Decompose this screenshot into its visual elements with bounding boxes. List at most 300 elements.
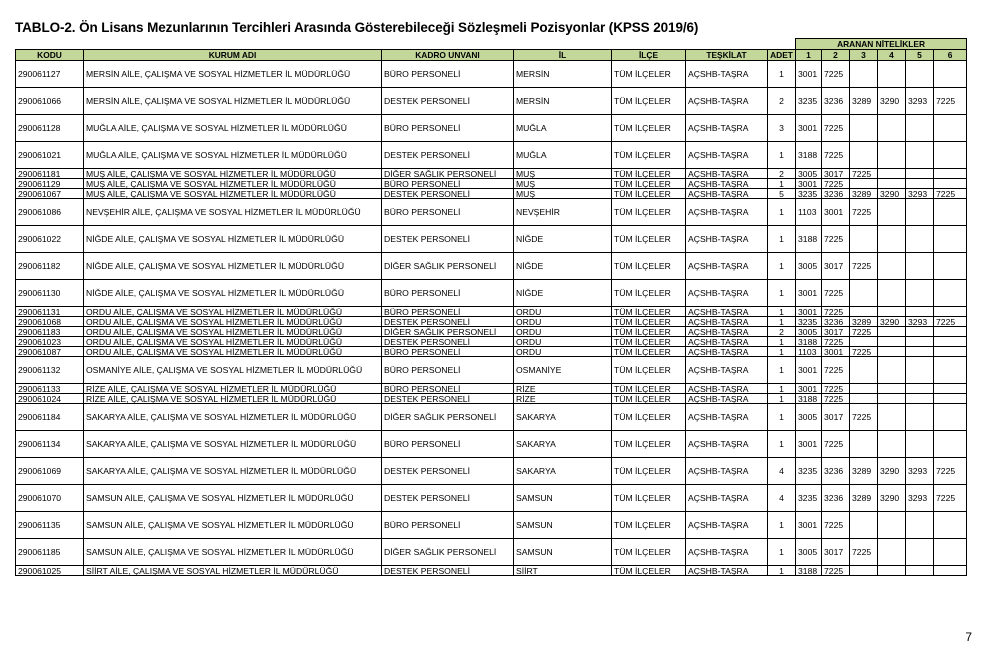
cell-nitelik-3: 7225 <box>850 404 878 431</box>
cell-kurum-adi: SAMSUN AİLE, ÇALIŞMA VE SOSYAL HİZMETLER İL MÜDÜRLÜĞÜ <box>84 512 382 539</box>
cell-adet: 1 <box>768 357 796 384</box>
cell-teskilat: AÇSHB-TAŞRA <box>686 347 768 357</box>
cell-nitelik-3 <box>850 566 878 576</box>
cell-nitelik-5 <box>906 431 934 458</box>
cell-nitelik-5 <box>906 404 934 431</box>
header-aranan-nitelikler: ARANAN NİTELİKLER <box>796 39 967 50</box>
cell-nitelik-2: 3017 <box>822 169 850 179</box>
cell-ilce: TÜM İLÇELER <box>612 431 686 458</box>
cell-nitelik-4 <box>878 115 906 142</box>
cell-il: SAMSUN <box>514 539 612 566</box>
cell-kurum-adi: MERSİN AİLE, ÇALIŞMA VE SOSYAL HİZMETLER İL MÜDÜRLÜĞÜ <box>84 88 382 115</box>
cell-nitelik-1: 3005 <box>796 404 822 431</box>
cell-kodu: 290061181 <box>16 169 84 179</box>
cell-nitelik-6 <box>934 566 967 576</box>
cell-kadro-unvani: DESTEK PERSONELİ <box>382 142 514 169</box>
cell-teskilat: AÇSHB-TAŞRA <box>686 169 768 179</box>
cell-nitelik-5 <box>906 61 934 88</box>
cell-adet: 4 <box>768 485 796 512</box>
cell-kurum-adi: MERSİN AİLE, ÇALIŞMA VE SOSYAL HİZMETLER İL MÜDÜRLÜĞÜ <box>84 61 382 88</box>
cell-nitelik-5 <box>906 566 934 576</box>
cell-il: MERSİN <box>514 88 612 115</box>
cell-il: MUŞ <box>514 169 612 179</box>
cell-kodu: 290061132 <box>16 357 84 384</box>
cell-nitelik-4 <box>878 169 906 179</box>
table-row <box>16 317 967 327</box>
cell-adet: 1 <box>768 404 796 431</box>
cell-teskilat: AÇSHB-TAŞRA <box>686 226 768 253</box>
header-il: İL <box>514 50 612 61</box>
cell-kodu: 290061135 <box>16 512 84 539</box>
cell-kurum-adi: SAMSUN AİLE, ÇALIŞMA VE SOSYAL HİZMETLER İL MÜDÜRLÜĞÜ <box>84 485 382 512</box>
cell-ilce: TÜM İLÇELER <box>612 142 686 169</box>
cell-kurum-adi: RİZE AİLE, ÇALIŞMA VE SOSYAL HİZMETLER İL MÜDÜRLÜĞÜ <box>84 384 382 394</box>
cell-kurum-adi: SAMSUN AİLE, ÇALIŞMA VE SOSYAL HİZMETLER İL MÜDÜRLÜĞÜ <box>84 539 382 566</box>
cell-nitelik-3: 7225 <box>850 253 878 280</box>
cell-nitelik-1: 3005 <box>796 327 822 337</box>
cell-kadro-unvani: DESTEK PERSONELİ <box>382 189 514 199</box>
cell-nitelik-4: 3290 <box>878 317 906 327</box>
cell-adet: 1 <box>768 512 796 539</box>
cell-adet: 1 <box>768 199 796 226</box>
cell-nitelik-6 <box>934 431 967 458</box>
cell-nitelik-5: 3293 <box>906 317 934 327</box>
cell-il: ORDU <box>514 337 612 347</box>
cell-il: SAKARYA <box>514 404 612 431</box>
cell-nitelik-2: 7225 <box>822 566 850 576</box>
cell-kadro-unvani: DİĞER SAĞLIK PERSONELİ <box>382 169 514 179</box>
cell-teskilat: AÇSHB-TAŞRA <box>686 327 768 337</box>
cell-nitelik-2: 3001 <box>822 347 850 357</box>
table-row <box>16 337 967 347</box>
cell-kurum-adi: MUŞ AİLE, ÇALIŞMA VE SOSYAL HİZMETLER İL MÜDÜRLÜĞÜ <box>84 189 382 199</box>
cell-kodu: 290061127 <box>16 61 84 88</box>
cell-kodu: 290061067 <box>16 189 84 199</box>
table-row <box>16 327 967 337</box>
table-row <box>16 189 967 199</box>
cell-kurum-adi: ORDU AİLE, ÇALIŞMA VE SOSYAL HİZMETLER İL MÜDÜRLÜĞÜ <box>84 337 382 347</box>
cell-kurum-adi: NİĞDE AİLE, ÇALIŞMA VE SOSYAL HİZMETLER İL MÜDÜRLÜĞÜ <box>84 280 382 307</box>
cell-kadro-unvani: BÜRO PERSONELİ <box>382 115 514 142</box>
cell-kurum-adi: SAKARYA AİLE, ÇALIŞMA VE SOSYAL HİZMETLER İL MÜDÜRLÜĞÜ <box>84 431 382 458</box>
cell-nitelik-3 <box>850 226 878 253</box>
cell-nitelik-4 <box>878 512 906 539</box>
positions-table <box>15 38 967 576</box>
cell-ilce: TÜM İLÇELER <box>612 199 686 226</box>
table-row <box>16 404 967 431</box>
table-row <box>16 253 967 280</box>
cell-nitelik-3 <box>850 384 878 394</box>
document-title: TABLO-2. Ön Lisans Mezunlarının Tercihleri Arasında Gösterebileceği Sözleşmeli Pozisyonlar (KPSS 2019/6) <box>15 20 699 35</box>
cell-nitelik-1: 3188 <box>796 337 822 347</box>
cell-kodu: 290061134 <box>16 431 84 458</box>
cell-kodu: 290061070 <box>16 485 84 512</box>
table-row <box>16 88 967 115</box>
cell-kurum-adi: NİĞDE AİLE, ÇALIŞMA VE SOSYAL HİZMETLER İL MÜDÜRLÜĞÜ <box>84 226 382 253</box>
cell-kodu: 290061133 <box>16 384 84 394</box>
header-nitelik-2: 2 <box>822 50 850 61</box>
cell-il: NİĞDE <box>514 280 612 307</box>
cell-nitelik-3: 3289 <box>850 485 878 512</box>
cell-nitelik-1: 3188 <box>796 566 822 576</box>
cell-adet: 5 <box>768 189 796 199</box>
cell-kadro-unvani: DESTEK PERSONELİ <box>382 458 514 485</box>
table-row <box>16 394 967 404</box>
cell-kodu: 290061087 <box>16 347 84 357</box>
table-row <box>16 347 967 357</box>
cell-nitelik-4 <box>878 61 906 88</box>
cell-nitelik-5 <box>906 307 934 317</box>
header-row-columns <box>16 50 967 61</box>
cell-nitelik-4 <box>878 280 906 307</box>
cell-nitelik-6: 7225 <box>934 189 967 199</box>
cell-nitelik-6 <box>934 115 967 142</box>
cell-nitelik-1: 3001 <box>796 307 822 317</box>
cell-nitelik-3: 3289 <box>850 458 878 485</box>
cell-ilce: TÜM İLÇELER <box>612 179 686 189</box>
cell-teskilat: AÇSHB-TAŞRA <box>686 280 768 307</box>
cell-nitelik-3 <box>850 512 878 539</box>
cell-nitelik-2: 7225 <box>822 142 850 169</box>
cell-nitelik-4 <box>878 337 906 347</box>
cell-nitelik-1: 3188 <box>796 142 822 169</box>
cell-nitelik-2: 7225 <box>822 115 850 142</box>
cell-kodu: 290061086 <box>16 199 84 226</box>
cell-nitelik-3 <box>850 307 878 317</box>
cell-kadro-unvani: DESTEK PERSONELİ <box>382 337 514 347</box>
cell-nitelik-6 <box>934 539 967 566</box>
cell-il: RİZE <box>514 384 612 394</box>
cell-ilce: TÜM İLÇELER <box>612 88 686 115</box>
cell-nitelik-2: 3236 <box>822 485 850 512</box>
cell-nitelik-5 <box>906 327 934 337</box>
table-row <box>16 199 967 226</box>
cell-nitelik-3: 7225 <box>850 539 878 566</box>
cell-nitelik-2: 7225 <box>822 280 850 307</box>
cell-nitelik-5 <box>906 179 934 189</box>
cell-nitelik-6 <box>934 512 967 539</box>
cell-nitelik-6 <box>934 61 967 88</box>
cell-nitelik-1: 3001 <box>796 384 822 394</box>
cell-teskilat: AÇSHB-TAŞRA <box>686 253 768 280</box>
cell-kadro-unvani: DESTEK PERSONELİ <box>382 317 514 327</box>
cell-kodu: 290061024 <box>16 394 84 404</box>
cell-kadro-unvani: BÜRO PERSONELİ <box>382 357 514 384</box>
cell-nitelik-1: 3188 <box>796 394 822 404</box>
cell-nitelik-4 <box>878 307 906 317</box>
cell-nitelik-6 <box>934 357 967 384</box>
cell-teskilat: AÇSHB-TAŞRA <box>686 115 768 142</box>
cell-kurum-adi: SAKARYA AİLE, ÇALIŞMA VE SOSYAL HİZMETLER İL MÜDÜRLÜĞÜ <box>84 458 382 485</box>
cell-nitelik-2: 3236 <box>822 458 850 485</box>
cell-nitelik-2: 7225 <box>822 226 850 253</box>
cell-nitelik-6: 7225 <box>934 485 967 512</box>
table-row <box>16 280 967 307</box>
cell-adet: 1 <box>768 347 796 357</box>
cell-nitelik-3: 3289 <box>850 189 878 199</box>
cell-kurum-adi: ORDU AİLE, ÇALIŞMA VE SOSYAL HİZMETLER İL MÜDÜRLÜĞÜ <box>84 327 382 337</box>
cell-nitelik-5: 3293 <box>906 485 934 512</box>
cell-kodu: 290061022 <box>16 226 84 253</box>
header-nitelik-4: 4 <box>878 50 906 61</box>
table-row <box>16 115 967 142</box>
cell-kadro-unvani: DESTEK PERSONELİ <box>382 88 514 115</box>
cell-nitelik-2: 3236 <box>822 317 850 327</box>
cell-kadro-unvani: BÜRO PERSONELİ <box>382 280 514 307</box>
cell-kurum-adi: SİİRT AİLE, ÇALIŞMA VE SOSYAL HİZMETLER İL MÜDÜRLÜĞÜ <box>84 566 382 576</box>
cell-adet: 1 <box>768 566 796 576</box>
cell-nitelik-3 <box>850 61 878 88</box>
cell-teskilat: AÇSHB-TAŞRA <box>686 317 768 327</box>
cell-ilce: TÜM İLÇELER <box>612 307 686 317</box>
cell-kurum-adi: MUŞ AİLE, ÇALIŞMA VE SOSYAL HİZMETLER İL MÜDÜRLÜĞÜ <box>84 169 382 179</box>
cell-adet: 4 <box>768 458 796 485</box>
cell-nitelik-2: 3017 <box>822 539 850 566</box>
cell-kadro-unvani: BÜRO PERSONELİ <box>382 307 514 317</box>
cell-adet: 2 <box>768 88 796 115</box>
cell-il: ORDU <box>514 347 612 357</box>
cell-nitelik-3: 3289 <box>850 88 878 115</box>
cell-kodu: 290061021 <box>16 142 84 169</box>
cell-il: MUŞ <box>514 179 612 189</box>
cell-il: NİĞDE <box>514 226 612 253</box>
cell-teskilat: AÇSHB-TAŞRA <box>686 337 768 347</box>
cell-nitelik-2: 3236 <box>822 88 850 115</box>
cell-nitelik-1: 3005 <box>796 253 822 280</box>
cell-il: SİİRT <box>514 566 612 576</box>
table-row <box>16 431 967 458</box>
cell-kurum-adi: MUĞLA AİLE, ÇALIŞMA VE SOSYAL HİZMETLER İL MÜDÜRLÜĞÜ <box>84 115 382 142</box>
cell-nitelik-5 <box>906 226 934 253</box>
cell-kodu: 290061128 <box>16 115 84 142</box>
cell-nitelik-5 <box>906 357 934 384</box>
cell-nitelik-4: 3290 <box>878 458 906 485</box>
cell-teskilat: AÇSHB-TAŞRA <box>686 485 768 512</box>
header-kadro-unvani: KADRO UNVANI <box>382 50 514 61</box>
cell-teskilat: AÇSHB-TAŞRA <box>686 179 768 189</box>
cell-nitelik-3 <box>850 115 878 142</box>
cell-nitelik-5: 3293 <box>906 88 934 115</box>
cell-adet: 1 <box>768 431 796 458</box>
cell-nitelik-1: 3235 <box>796 458 822 485</box>
cell-kodu: 290061066 <box>16 88 84 115</box>
cell-ilce: TÜM İLÇELER <box>612 317 686 327</box>
table-row <box>16 179 967 189</box>
cell-nitelik-5 <box>906 347 934 357</box>
cell-il: NİĞDE <box>514 253 612 280</box>
cell-teskilat: AÇSHB-TAŞRA <box>686 307 768 317</box>
cell-nitelik-3: 7225 <box>850 169 878 179</box>
cell-nitelik-5 <box>906 142 934 169</box>
cell-nitelik-5 <box>906 337 934 347</box>
cell-nitelik-2: 3001 <box>822 199 850 226</box>
cell-teskilat: AÇSHB-TAŞRA <box>686 189 768 199</box>
cell-ilce: TÜM İLÇELER <box>612 357 686 384</box>
cell-nitelik-6 <box>934 199 967 226</box>
cell-ilce: TÜM İLÇELER <box>612 169 686 179</box>
cell-nitelik-4 <box>878 327 906 337</box>
cell-nitelik-6 <box>934 226 967 253</box>
table-row <box>16 169 967 179</box>
cell-nitelik-1: 3001 <box>796 61 822 88</box>
cell-kodu: 290061184 <box>16 404 84 431</box>
header-ilce: İLÇE <box>612 50 686 61</box>
cell-nitelik-2: 7225 <box>822 394 850 404</box>
cell-adet: 1 <box>768 539 796 566</box>
cell-kodu: 290061130 <box>16 280 84 307</box>
cell-nitelik-3: 7225 <box>850 347 878 357</box>
table-row <box>16 485 967 512</box>
cell-nitelik-6 <box>934 347 967 357</box>
cell-nitelik-1: 3001 <box>796 357 822 384</box>
cell-kadro-unvani: BÜRO PERSONELİ <box>382 431 514 458</box>
table-row <box>16 458 967 485</box>
cell-nitelik-4 <box>878 347 906 357</box>
cell-nitelik-5 <box>906 394 934 404</box>
cell-nitelik-3: 3289 <box>850 317 878 327</box>
cell-nitelik-3: 7225 <box>850 327 878 337</box>
cell-nitelik-5: 3293 <box>906 189 934 199</box>
table-row <box>16 384 967 394</box>
cell-nitelik-4 <box>878 226 906 253</box>
header-nitelik-1: 1 <box>796 50 822 61</box>
cell-ilce: TÜM İLÇELER <box>612 566 686 576</box>
cell-kodu: 290061023 <box>16 337 84 347</box>
cell-nitelik-2: 7225 <box>822 307 850 317</box>
cell-kadro-unvani: BÜRO PERSONELİ <box>382 384 514 394</box>
page-number: 7 <box>965 630 972 644</box>
cell-kurum-adi: NEVŞEHİR AİLE, ÇALIŞMA VE SOSYAL HİZMETLER İL MÜDÜRLÜĞÜ <box>84 199 382 226</box>
cell-il: SAMSUN <box>514 485 612 512</box>
cell-il: SAMSUN <box>514 512 612 539</box>
cell-nitelik-1: 3005 <box>796 539 822 566</box>
cell-nitelik-5 <box>906 115 934 142</box>
cell-nitelik-2: 7225 <box>822 337 850 347</box>
cell-nitelik-1: 3001 <box>796 280 822 307</box>
cell-kadro-unvani: DİĞER SAĞLIK PERSONELİ <box>382 327 514 337</box>
cell-kodu: 290061129 <box>16 179 84 189</box>
cell-adet: 1 <box>768 226 796 253</box>
cell-teskilat: AÇSHB-TAŞRA <box>686 384 768 394</box>
cell-ilce: TÜM İLÇELER <box>612 253 686 280</box>
cell-adet: 1 <box>768 337 796 347</box>
cell-nitelik-4 <box>878 199 906 226</box>
cell-nitelik-5 <box>906 512 934 539</box>
cell-il: MERSİN <box>514 61 612 88</box>
cell-nitelik-2: 3017 <box>822 404 850 431</box>
cell-kurum-adi: MUĞLA AİLE, ÇALIŞMA VE SOSYAL HİZMETLER İL MÜDÜRLÜĞÜ <box>84 142 382 169</box>
cell-nitelik-1: 1103 <box>796 199 822 226</box>
cell-nitelik-5 <box>906 280 934 307</box>
cell-nitelik-1: 3001 <box>796 179 822 189</box>
cell-kurum-adi: ORDU AİLE, ÇALIŞMA VE SOSYAL HİZMETLER İL MÜDÜRLÜĞÜ <box>84 307 382 317</box>
cell-kurum-adi: MUŞ AİLE, ÇALIŞMA VE SOSYAL HİZMETLER İL MÜDÜRLÜĞÜ <box>84 179 382 189</box>
cell-adet: 1 <box>768 384 796 394</box>
cell-teskilat: AÇSHB-TAŞRA <box>686 199 768 226</box>
cell-adet: 1 <box>768 61 796 88</box>
header-nitelik-6: 6 <box>934 50 967 61</box>
cell-teskilat: AÇSHB-TAŞRA <box>686 404 768 431</box>
table-row <box>16 539 967 566</box>
cell-nitelik-2: 3017 <box>822 327 850 337</box>
cell-adet: 2 <box>768 327 796 337</box>
cell-nitelik-6 <box>934 179 967 189</box>
cell-ilce: TÜM İLÇELER <box>612 512 686 539</box>
cell-nitelik-6: 7225 <box>934 458 967 485</box>
cell-nitelik-2: 7225 <box>822 357 850 384</box>
table-row <box>16 142 967 169</box>
cell-nitelik-6 <box>934 253 967 280</box>
cell-nitelik-4: 3290 <box>878 88 906 115</box>
cell-kadro-unvani: DESTEK PERSONELİ <box>382 394 514 404</box>
cell-nitelik-4 <box>878 179 906 189</box>
cell-kodu: 290061069 <box>16 458 84 485</box>
cell-nitelik-4: 3290 <box>878 189 906 199</box>
cell-nitelik-6 <box>934 394 967 404</box>
cell-teskilat: AÇSHB-TAŞRA <box>686 88 768 115</box>
cell-nitelik-4 <box>878 566 906 576</box>
cell-nitelik-4 <box>878 384 906 394</box>
cell-il: SAKARYA <box>514 431 612 458</box>
cell-nitelik-3 <box>850 431 878 458</box>
cell-nitelik-3 <box>850 337 878 347</box>
cell-adet: 2 <box>768 169 796 179</box>
cell-nitelik-6 <box>934 307 967 317</box>
cell-nitelik-1: 3235 <box>796 317 822 327</box>
cell-nitelik-4 <box>878 142 906 169</box>
cell-nitelik-4 <box>878 394 906 404</box>
cell-ilce: TÜM İLÇELER <box>612 280 686 307</box>
cell-nitelik-6 <box>934 169 967 179</box>
cell-nitelik-4 <box>878 431 906 458</box>
cell-nitelik-2: 7225 <box>822 61 850 88</box>
cell-adet: 3 <box>768 115 796 142</box>
header-kurum-adi: KURUM ADI <box>84 50 382 61</box>
cell-kodu: 290061025 <box>16 566 84 576</box>
cell-nitelik-3 <box>850 357 878 384</box>
cell-kadro-unvani: BÜRO PERSONELİ <box>382 512 514 539</box>
cell-adet: 1 <box>768 142 796 169</box>
cell-kadro-unvani: BÜRO PERSONELİ <box>382 347 514 357</box>
cell-ilce: TÜM İLÇELER <box>612 458 686 485</box>
cell-kadro-unvani: DİĞER SAĞLIK PERSONELİ <box>382 539 514 566</box>
cell-teskilat: AÇSHB-TAŞRA <box>686 142 768 169</box>
header-nitelik-5: 5 <box>906 50 934 61</box>
cell-nitelik-1: 3001 <box>796 431 822 458</box>
cell-nitelik-6 <box>934 384 967 394</box>
cell-teskilat: AÇSHB-TAŞRA <box>686 539 768 566</box>
cell-nitelik-2: 3236 <box>822 189 850 199</box>
cell-nitelik-6 <box>934 404 967 431</box>
cell-il: OSMANİYE <box>514 357 612 384</box>
table-body <box>16 61 967 576</box>
table-row <box>16 512 967 539</box>
cell-nitelik-5 <box>906 539 934 566</box>
cell-adet: 1 <box>768 179 796 189</box>
cell-kodu: 290061182 <box>16 253 84 280</box>
cell-nitelik-1: 3235 <box>796 189 822 199</box>
cell-nitelik-5 <box>906 253 934 280</box>
cell-kadro-unvani: BÜRO PERSONELİ <box>382 179 514 189</box>
cell-adet: 1 <box>768 253 796 280</box>
cell-il: RİZE <box>514 394 612 404</box>
cell-il: ORDU <box>514 327 612 337</box>
cell-teskilat: AÇSHB-TAŞRA <box>686 61 768 88</box>
cell-nitelik-1: 3235 <box>796 88 822 115</box>
cell-nitelik-2: 7225 <box>822 512 850 539</box>
cell-ilce: TÜM İLÇELER <box>612 189 686 199</box>
cell-teskilat: AÇSHB-TAŞRA <box>686 394 768 404</box>
